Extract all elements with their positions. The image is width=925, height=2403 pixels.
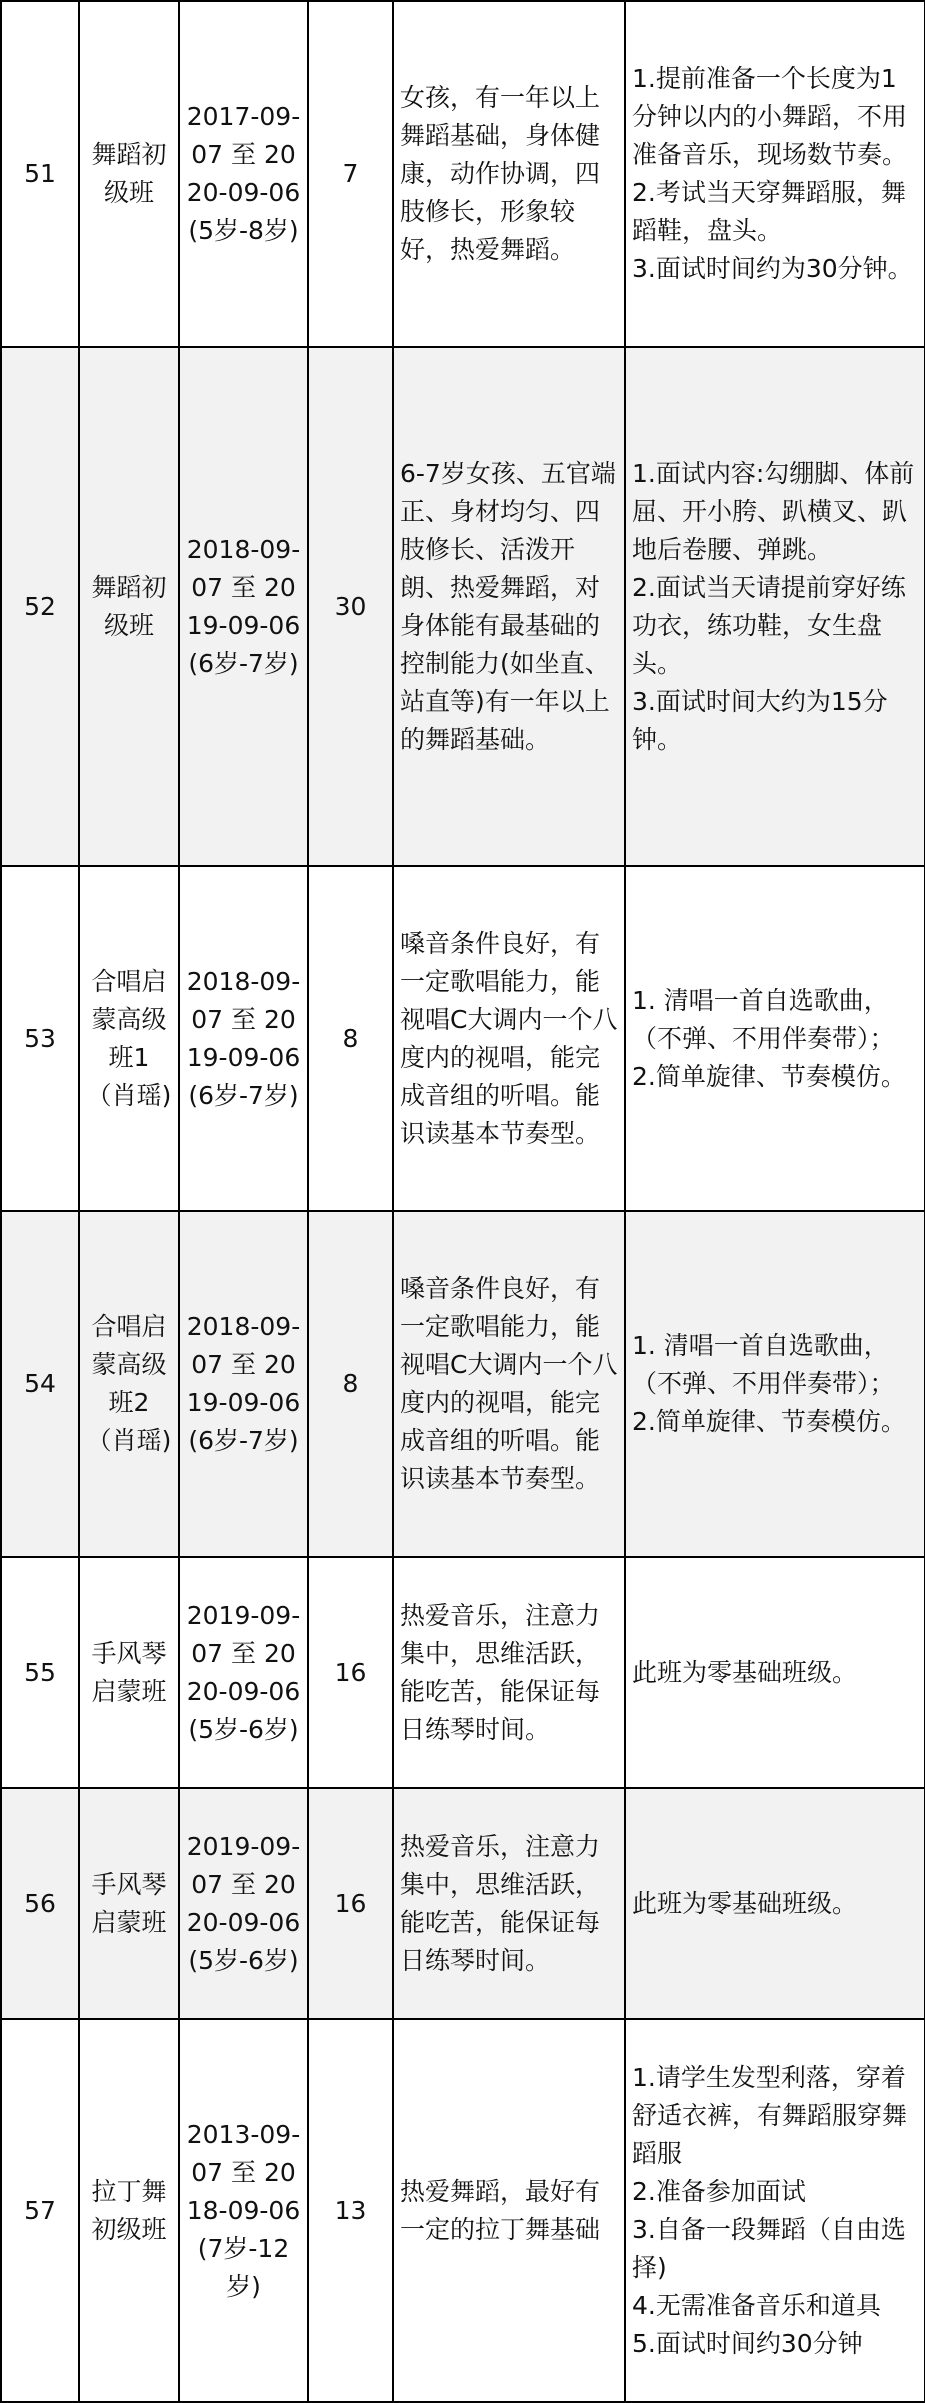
cell-class-name: 合唱启蒙高级班1（肖瑶) bbox=[79, 866, 179, 1211]
cell-number: 57 bbox=[1, 2019, 79, 2402]
cell-notes: 此班为零基础班级。 bbox=[625, 1557, 925, 1788]
cell-quota: 16 bbox=[308, 1788, 393, 2019]
cell-quota: 7 bbox=[308, 1, 393, 347]
cell-requirement: 热爱音乐，注意力集中，思维活跃，能吃苦，能保证每日练琴时间。 bbox=[393, 1788, 625, 2019]
table-row bbox=[1, 866, 925, 1211]
cell-class-name: 舞蹈初级班 bbox=[79, 347, 179, 866]
table-row bbox=[1, 347, 925, 866]
cell-requirement: 女孩，有一年以上舞蹈基础，身体健康，动作协调，四肢修长，形象较好，热爱舞蹈。 bbox=[393, 1, 625, 347]
cell-quota: 30 bbox=[308, 347, 393, 866]
cell-quota: 8 bbox=[308, 866, 393, 1211]
cell-number: 54 bbox=[1, 1211, 79, 1557]
cell-requirement: 嗓音条件良好，有一定歌唱能力，能视唱C大调内一个八度内的视唱，能完成音组的听唱。能识读基本节奏型。 bbox=[393, 866, 625, 1211]
cell-notes: 1.提前准备一个长度为1分钟以内的小舞蹈，不用准备音乐，现场数节奏。 2.考试当天穿舞蹈服，舞蹈鞋，盘头。 3.面试时间约为30分钟。 bbox=[625, 1, 925, 347]
cell-requirement: 热爱舞蹈，最好有一定的拉丁舞基础 bbox=[393, 2019, 625, 2402]
cell-number: 51 bbox=[1, 1, 79, 347]
table-row bbox=[1, 1211, 925, 1557]
cell-notes: 1. 清唱一首自选歌曲，（不弹、不用伴奏带）； 2.简单旋律、节奏模仿。 bbox=[625, 866, 925, 1211]
cell-class-name: 拉丁舞初级班 bbox=[79, 2019, 179, 2402]
cell-requirement: 嗓音条件良好，有一定歌唱能力，能视唱C大调内一个八度内的视唱，能完成音组的听唱。能识读基本节奏型。 bbox=[393, 1211, 625, 1557]
cell-notes: 1. 清唱一首自选歌曲，（不弹、不用伴奏带）； 2.简单旋律、节奏模仿。 bbox=[625, 1211, 925, 1557]
cell-birth-range: 2019-09-07 至 2020-09-06(5岁-6岁) bbox=[179, 1788, 308, 2019]
cell-birth-range: 2018-09-07 至 2019-09-06(6岁-7岁) bbox=[179, 1211, 308, 1557]
cell-birth-range: 2018-09-07 至 2019-09-06(6岁-7岁) bbox=[179, 347, 308, 866]
table-row bbox=[1, 1, 925, 347]
cell-quota: 13 bbox=[308, 2019, 393, 2402]
cell-number: 55 bbox=[1, 1557, 79, 1788]
cell-quota: 16 bbox=[308, 1557, 393, 1788]
table-row bbox=[1, 1557, 925, 1788]
cell-birth-range: 2013-09-07 至 2018-09-06(7岁-12岁) bbox=[179, 2019, 308, 2402]
cell-birth-range: 2018-09-07 至 2019-09-06(6岁-7岁) bbox=[179, 866, 308, 1211]
table-row bbox=[1, 1788, 925, 2019]
cell-class-name: 舞蹈初级班 bbox=[79, 1, 179, 347]
cell-birth-range: 2019-09-07 至 2020-09-06(5岁-6岁) bbox=[179, 1557, 308, 1788]
cell-class-name: 合唱启蒙高级班2（肖瑶) bbox=[79, 1211, 179, 1557]
cell-class-name: 手风琴启蒙班 bbox=[79, 1788, 179, 2019]
cell-class-name: 手风琴启蒙班 bbox=[79, 1557, 179, 1788]
cell-notes: 此班为零基础班级。 bbox=[625, 1788, 925, 2019]
cell-notes: 1.请学生发型利落，穿着舒适衣裤，有舞蹈服穿舞蹈服 2.准备参加面试 3.自备一段舞蹈（自由选择) 4.无需准备音乐和道具 5.面试时间约30分钟 bbox=[625, 2019, 925, 2402]
cell-requirement: 6-7岁女孩、五官端正、身材均匀、四肢修长、活泼开朗、热爱舞蹈，对身体能有最基础的控制能力(如坐直、站直等)有一年以上的舞蹈基础。 bbox=[393, 347, 625, 866]
cell-birth-range: 2017-09-07 至 2020-09-06(5岁-8岁) bbox=[179, 1, 308, 347]
cell-quota: 8 bbox=[308, 1211, 393, 1557]
cell-requirement: 热爱音乐，注意力集中，思维活跃，能吃苦，能保证每日练琴时间。 bbox=[393, 1557, 625, 1788]
cell-number: 53 bbox=[1, 866, 79, 1211]
cell-notes: 1.面试内容:勾绷脚、体前屈、开小胯、趴横叉、趴地后卷腰、弹跳。 2.面试当天请提前穿好练功衣，练功鞋，女生盘头。 3.面试时间大约为15分钟。 bbox=[625, 347, 925, 866]
table-row bbox=[1, 2019, 925, 2402]
cell-number: 56 bbox=[1, 1788, 79, 2019]
cell-number: 52 bbox=[1, 347, 79, 866]
